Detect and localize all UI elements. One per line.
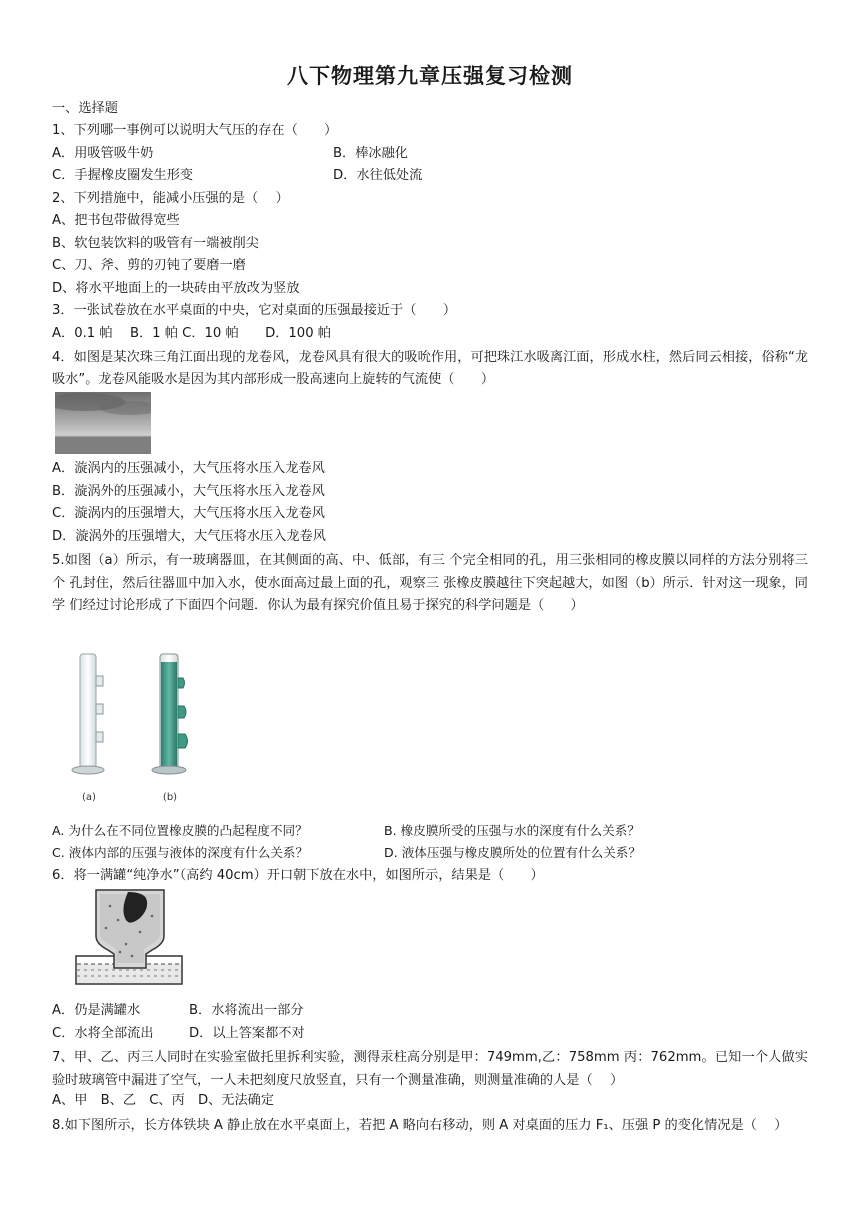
q4-option-c: C．漩涡内的压强增大，大气压将水压入龙卷风: [52, 506, 325, 521]
q1-option-c: C．手握橡皮圈发生形变: [52, 168, 194, 183]
page-title: 八下物理第九章压强复习检测: [287, 64, 573, 88]
q6-stem: 6．将一满罐“纯净水”（高约 40cm）开口朝下放在水中，如图所示，结果是（ ）: [52, 868, 544, 883]
section-heading: 一、选择题: [52, 101, 118, 116]
q2-option-d: D、将水平地面上的一块砖由平放改为竖放: [52, 281, 300, 296]
q5-option-a: A. 为什么在不同位置橡皮膜的凸起程度不同？: [52, 823, 308, 838]
q1-option-b: B．棒冰融化: [333, 146, 408, 161]
q8-stem: 8.如下图所示，长方体铁块 A 静止放在水平桌面上，若把 A 略向右移动，则 A 对桌面的压力 F₁、压强 P 的变化情况是（ ）: [52, 1118, 788, 1133]
q5-option-b: B. 橡皮膜所受的压强与水的深度有什么关系？: [384, 823, 640, 838]
q6-option-a: A．仍是满罐水: [52, 1003, 141, 1018]
glass-vessel-figure: [62, 648, 212, 808]
inverted-water-jar-figure: [70, 886, 188, 994]
q6-option-c: C．水将全部流出: [52, 1026, 154, 1041]
vessel-b: [152, 654, 188, 774]
q7-options: A、甲 B、乙 C、丙 D、无法确定: [52, 1093, 275, 1108]
vessel-a: [72, 654, 104, 774]
q4-option-a: A．漩涡内的压强减小，大气压将水压入龙卷风: [52, 461, 325, 476]
tornado-photo: [55, 392, 151, 454]
q5-option-c: C. 液体内部的压强与液体的深度有什么关系？: [52, 845, 309, 860]
q1-option-d: D．水往低处流: [333, 168, 423, 183]
river-surface: [55, 436, 151, 454]
q5-stem: 5.如图（a）所示，有一玻璃器皿，在其侧面的高、中、低部，有三 个完全相同的孔，用三张相同的橡皮膜以同样的方法分别将三个 孔封住，然后往器皿中加入水，使水面高过最上面的孔，观察三 张橡皮膜越往下突起越大，如图（b）所示．针对这一现象，同学 们经过讨论形成了下面四个问题．你认为最有探究价值且易于探究的科学问题是（ ）: [52, 553, 808, 613]
q2-stem: 2、下列措施中，能减小压强的是（ ）: [52, 191, 289, 206]
q3-stem: 3．一张试卷放在水平桌面的中央，它对桌面的压强最接近于（ ）: [52, 303, 457, 318]
q2-option-a: A、把书包带做得宽些: [52, 213, 180, 228]
q7-stem: 7、甲、乙、丙三人同时在实验室做托里拆利实验，测得汞柱高分别是甲：749mm,乙：758mm 丙：762mm。已知一个人做实验时玻璃管中漏进了空气，一人未把刻度尺放竖直，只有一个测量准确，则测量准确的人是（ ）: [52, 1050, 808, 1088]
figure-label-a: (a): [82, 792, 96, 803]
q3-options: A．0.1 帕 B．1 帕 C．10 帕 D．100 帕: [52, 326, 331, 341]
q1-option-a: A．用吸管吸牛奶: [52, 146, 154, 161]
q2-option-b: B、软包装饮料的吸管有一端被削尖: [52, 236, 259, 251]
q1-stem: 1、下列哪一事例可以说明大气压的存在（ ）: [52, 123, 338, 138]
q6-option-b: B．水将流出一部分: [189, 1003, 304, 1018]
q6-option-d: D．以上答案都不对: [189, 1026, 305, 1041]
q4-option-d: D．漩涡外的压强增大，大气压将水压入龙卷风: [52, 529, 326, 544]
figure-label-b: (b): [162, 792, 178, 803]
q5-option-d: D. 液体压强与橡皮膜所处的位置有什么关系？: [384, 845, 641, 860]
q2-option-c: C、刀、斧、剪的刃钝了要磨一磨: [52, 258, 246, 273]
q4-option-b: B．漩涡外的压强减小，大气压将水压入龙卷风: [52, 484, 325, 499]
q4-stem: 4．如图是某次珠三角江面出现的龙卷风，龙卷风具有很大的吸吮作用，可把珠江水吸离江面，形成水柱，然后同云相接，俗称“龙吸水”。龙卷风能吸水是因为其内部形成一股高速向上旋转的气流使（ ）: [52, 350, 808, 387]
